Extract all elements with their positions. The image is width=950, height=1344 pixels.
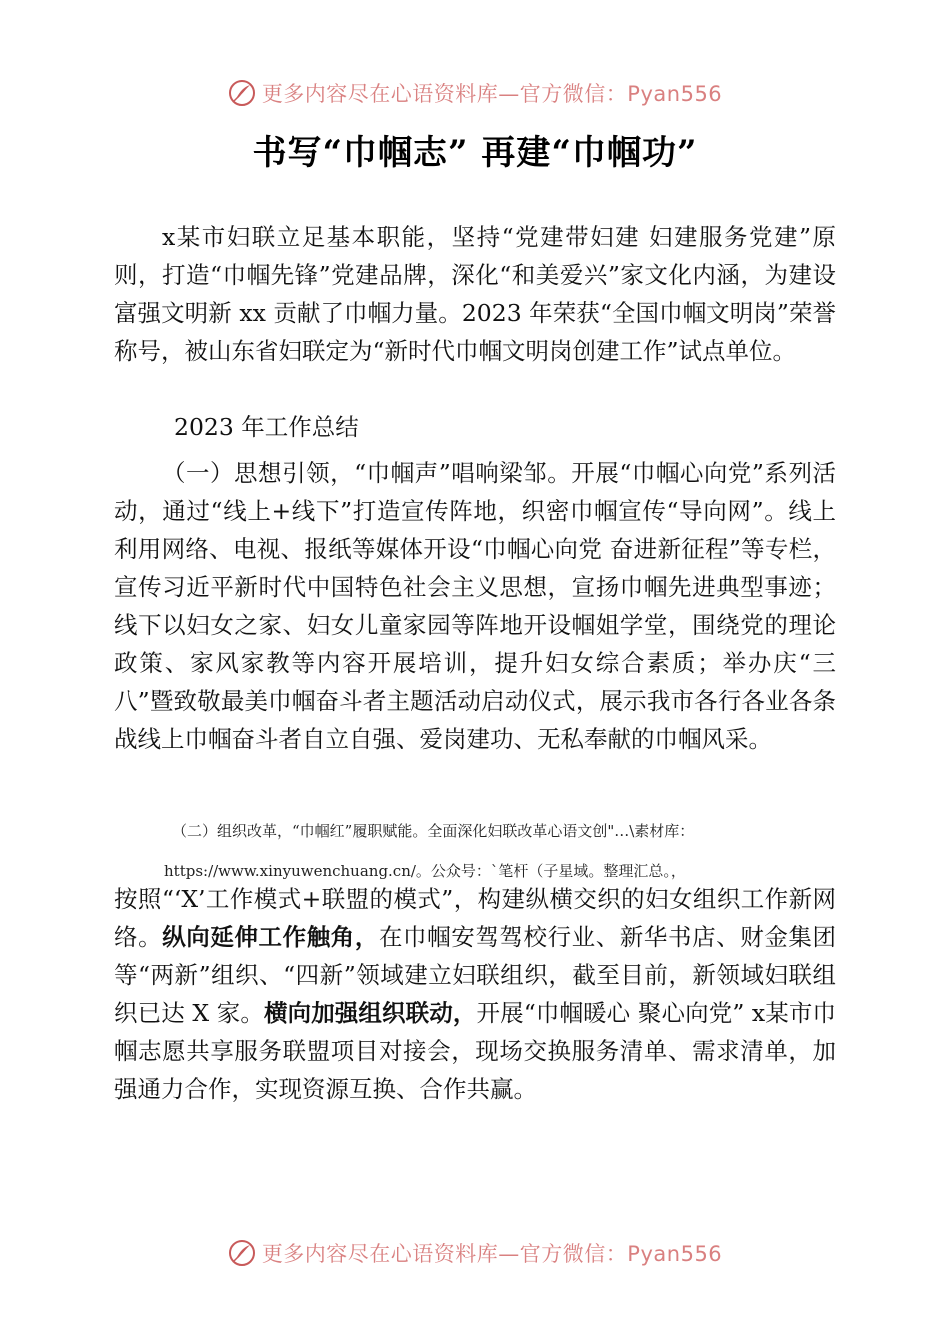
feather-logo-icon <box>228 1239 256 1267</box>
bold-vertical-heading: 纵向延伸工作触角， <box>162 923 379 951</box>
small-text-line1: （二）组织改革，“巾帼红”履职赋能。全面深化妇联改革心语文创"…\素材库： <box>172 822 695 840</box>
section2-text-a: 按照“‘X’工作模式+联盟的模式”，构建纵横交织的妇女组织工作新网络。 <box>114 885 836 951</box>
banner-text: 更多内容尽在心语资料库—官方微信：Pyan556 <box>261 1242 723 1266</box>
page-title: 书写“巾帼志” 再建“巾帼功” <box>252 133 698 173</box>
bold-horizontal-heading: 横向加强组织联动， <box>263 999 477 1027</box>
header-banner <box>0 78 950 108</box>
section1-paragraph: （一）思想引领，“巾帼声”唱响梁邹。开展“巾帼心向党”系列活动，通过“线上+线下”打造宣传阵地，织密巾帼宣传“导向网”。线上利用网络、电视、报纸等媒体开设“巾帼心向党 奋进新征程”等专栏，宣传习近平新时代中国特色社会主义思想，宣扬巾帼先进典型事迹；线下以妇女之家、妇女儿童家园等阵地开设帼姐学堂，围绕党的理论政策、家风家教等内容开展培训，提升妇女综合素质；举办庆“三八”暨致敬最美巾帼奋斗者主题活动启动仪式，展示我市各行各业各条战线上巾帼奋斗者自立自强、爱岗建功、无私奉献的巾帼风采。 <box>114 459 836 753</box>
section2-paragraph <box>114 880 836 1108</box>
footer-banner <box>0 1238 950 1268</box>
intro-paragraph: x某市妇联立足基本职能，坚持“党建带妇建 妇建服务党建”原则，打造“巾帼先锋”党建品牌，深化“和美爱兴”家文化内涵，为建设富强文明新 xx 贡献了巾帼力量。2023 年荣获“全国巾帼文明岗”荣誉称号，被山东省妇联定为“新时代巾帼文明岗创建工作”试点单位。 <box>114 223 836 365</box>
small-text-line2: https://www.xinyuwenchuang.cn/。公众号：`笔杆（子星域。整理汇总。， <box>164 862 686 880</box>
feather-logo-icon <box>228 79 256 107</box>
banner-text: 更多内容尽在心语资料库—官方微信：Pyan556 <box>261 82 723 106</box>
section2-text-b: 在巾帼安驾驾校行业、新华书店、财金集团等“两新”组织、“四新”领域建立妇联组织，截至目前，新领域妇联组织已达 X 家。 <box>114 923 837 1027</box>
section-heading: 2023 年工作总结 <box>174 413 359 441</box>
section2-text-c: 开展“巾帼暖心 聚心向党” x某市巾帼志愿共享服务联盟项目对接会，现场交换服务清单、需求清单，加强通力合作，实现资源互换、合作共赢。 <box>114 999 837 1103</box>
